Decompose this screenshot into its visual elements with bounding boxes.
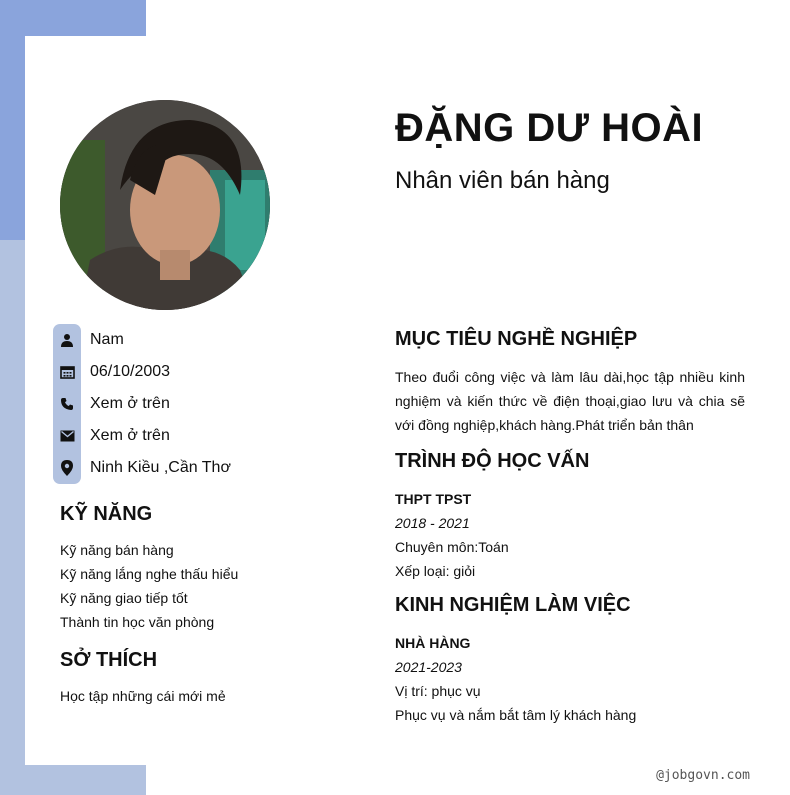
- education-heading: TRÌNH ĐỘ HỌC VẤN: [395, 450, 590, 472]
- phone-icon: [53, 388, 81, 420]
- site-watermark: @jobgovn.com: [656, 768, 750, 783]
- contact-email-text: Xem ở trên: [90, 427, 170, 444]
- skills-section: [60, 503, 238, 634]
- education-school: THPT TPST: [395, 491, 472, 507]
- objective-heading: MỤC TIÊU NGHỀ NGHIỆP: [395, 328, 638, 350]
- contact-email: [53, 420, 231, 452]
- skill-item: Kỹ năng lắng nghe thấu hiểu: [60, 566, 239, 582]
- mail-icon: [53, 420, 81, 452]
- objective-text: Theo đuổi công việc và làm lâu dài,học tập nhiều kinh nghiệm và kiến thức về điện thoại,giao lưu và chia sẽ với đồng nghiệp,khách hàng.Phát triển bản thân: [395, 369, 745, 433]
- experience-section: [395, 594, 745, 727]
- skill-item: Kỹ năng giao tiếp tốt: [60, 590, 188, 606]
- hobbies-section: [60, 649, 226, 708]
- skills-list: [60, 538, 238, 634]
- contact-address-text: Ninh Kiều ,Cần Thơ: [90, 459, 231, 476]
- skills-heading: KỸ NĂNG: [60, 503, 153, 525]
- contact-phone-text: Xem ở trên: [90, 395, 170, 412]
- contact-birthday: [53, 356, 231, 388]
- experience-heading: KINH NGHIỆM LÀM VIỆC: [395, 594, 631, 616]
- person-icon: [53, 324, 81, 356]
- experience-description: Phục vụ và nắm bắt tâm lý khách hàng: [395, 707, 637, 723]
- profile-photo: [60, 100, 270, 310]
- candidate-name: ĐẶNG DƯ HOÀI: [395, 106, 704, 150]
- education-period: 2018 - 2021: [395, 515, 470, 531]
- experience-company: NHÀ HÀNG: [395, 635, 471, 651]
- education-rank: Xếp loại: giỏi: [395, 563, 476, 579]
- skill-item: Kỹ năng bán hàng: [60, 542, 174, 558]
- contact-gender-text: Nam: [90, 331, 124, 348]
- objective-section: [395, 328, 745, 437]
- experience-position: Vị trí: phục vụ: [395, 683, 481, 699]
- contact-list: [53, 324, 231, 484]
- contact-address: [53, 452, 231, 484]
- calendar-icon: [53, 356, 81, 388]
- location-icon: [53, 452, 81, 484]
- education-major: Chuyên môn:Toán: [395, 539, 509, 555]
- skill-item: Thành tin học văn phòng: [60, 614, 215, 630]
- hobby-item: Học tập những cái mới mẻ: [60, 688, 226, 704]
- education-section: [395, 450, 745, 583]
- hobbies-heading: SỞ THÍCH: [60, 649, 158, 671]
- contact-birthday-text: 06/10/2003: [90, 363, 171, 380]
- contact-gender: [53, 324, 231, 356]
- job-title: Nhân viên bán hàng: [395, 167, 610, 194]
- contact-phone: [53, 388, 231, 420]
- experience-period: 2021-2023: [395, 659, 462, 675]
- hobbies-list: [60, 684, 226, 708]
